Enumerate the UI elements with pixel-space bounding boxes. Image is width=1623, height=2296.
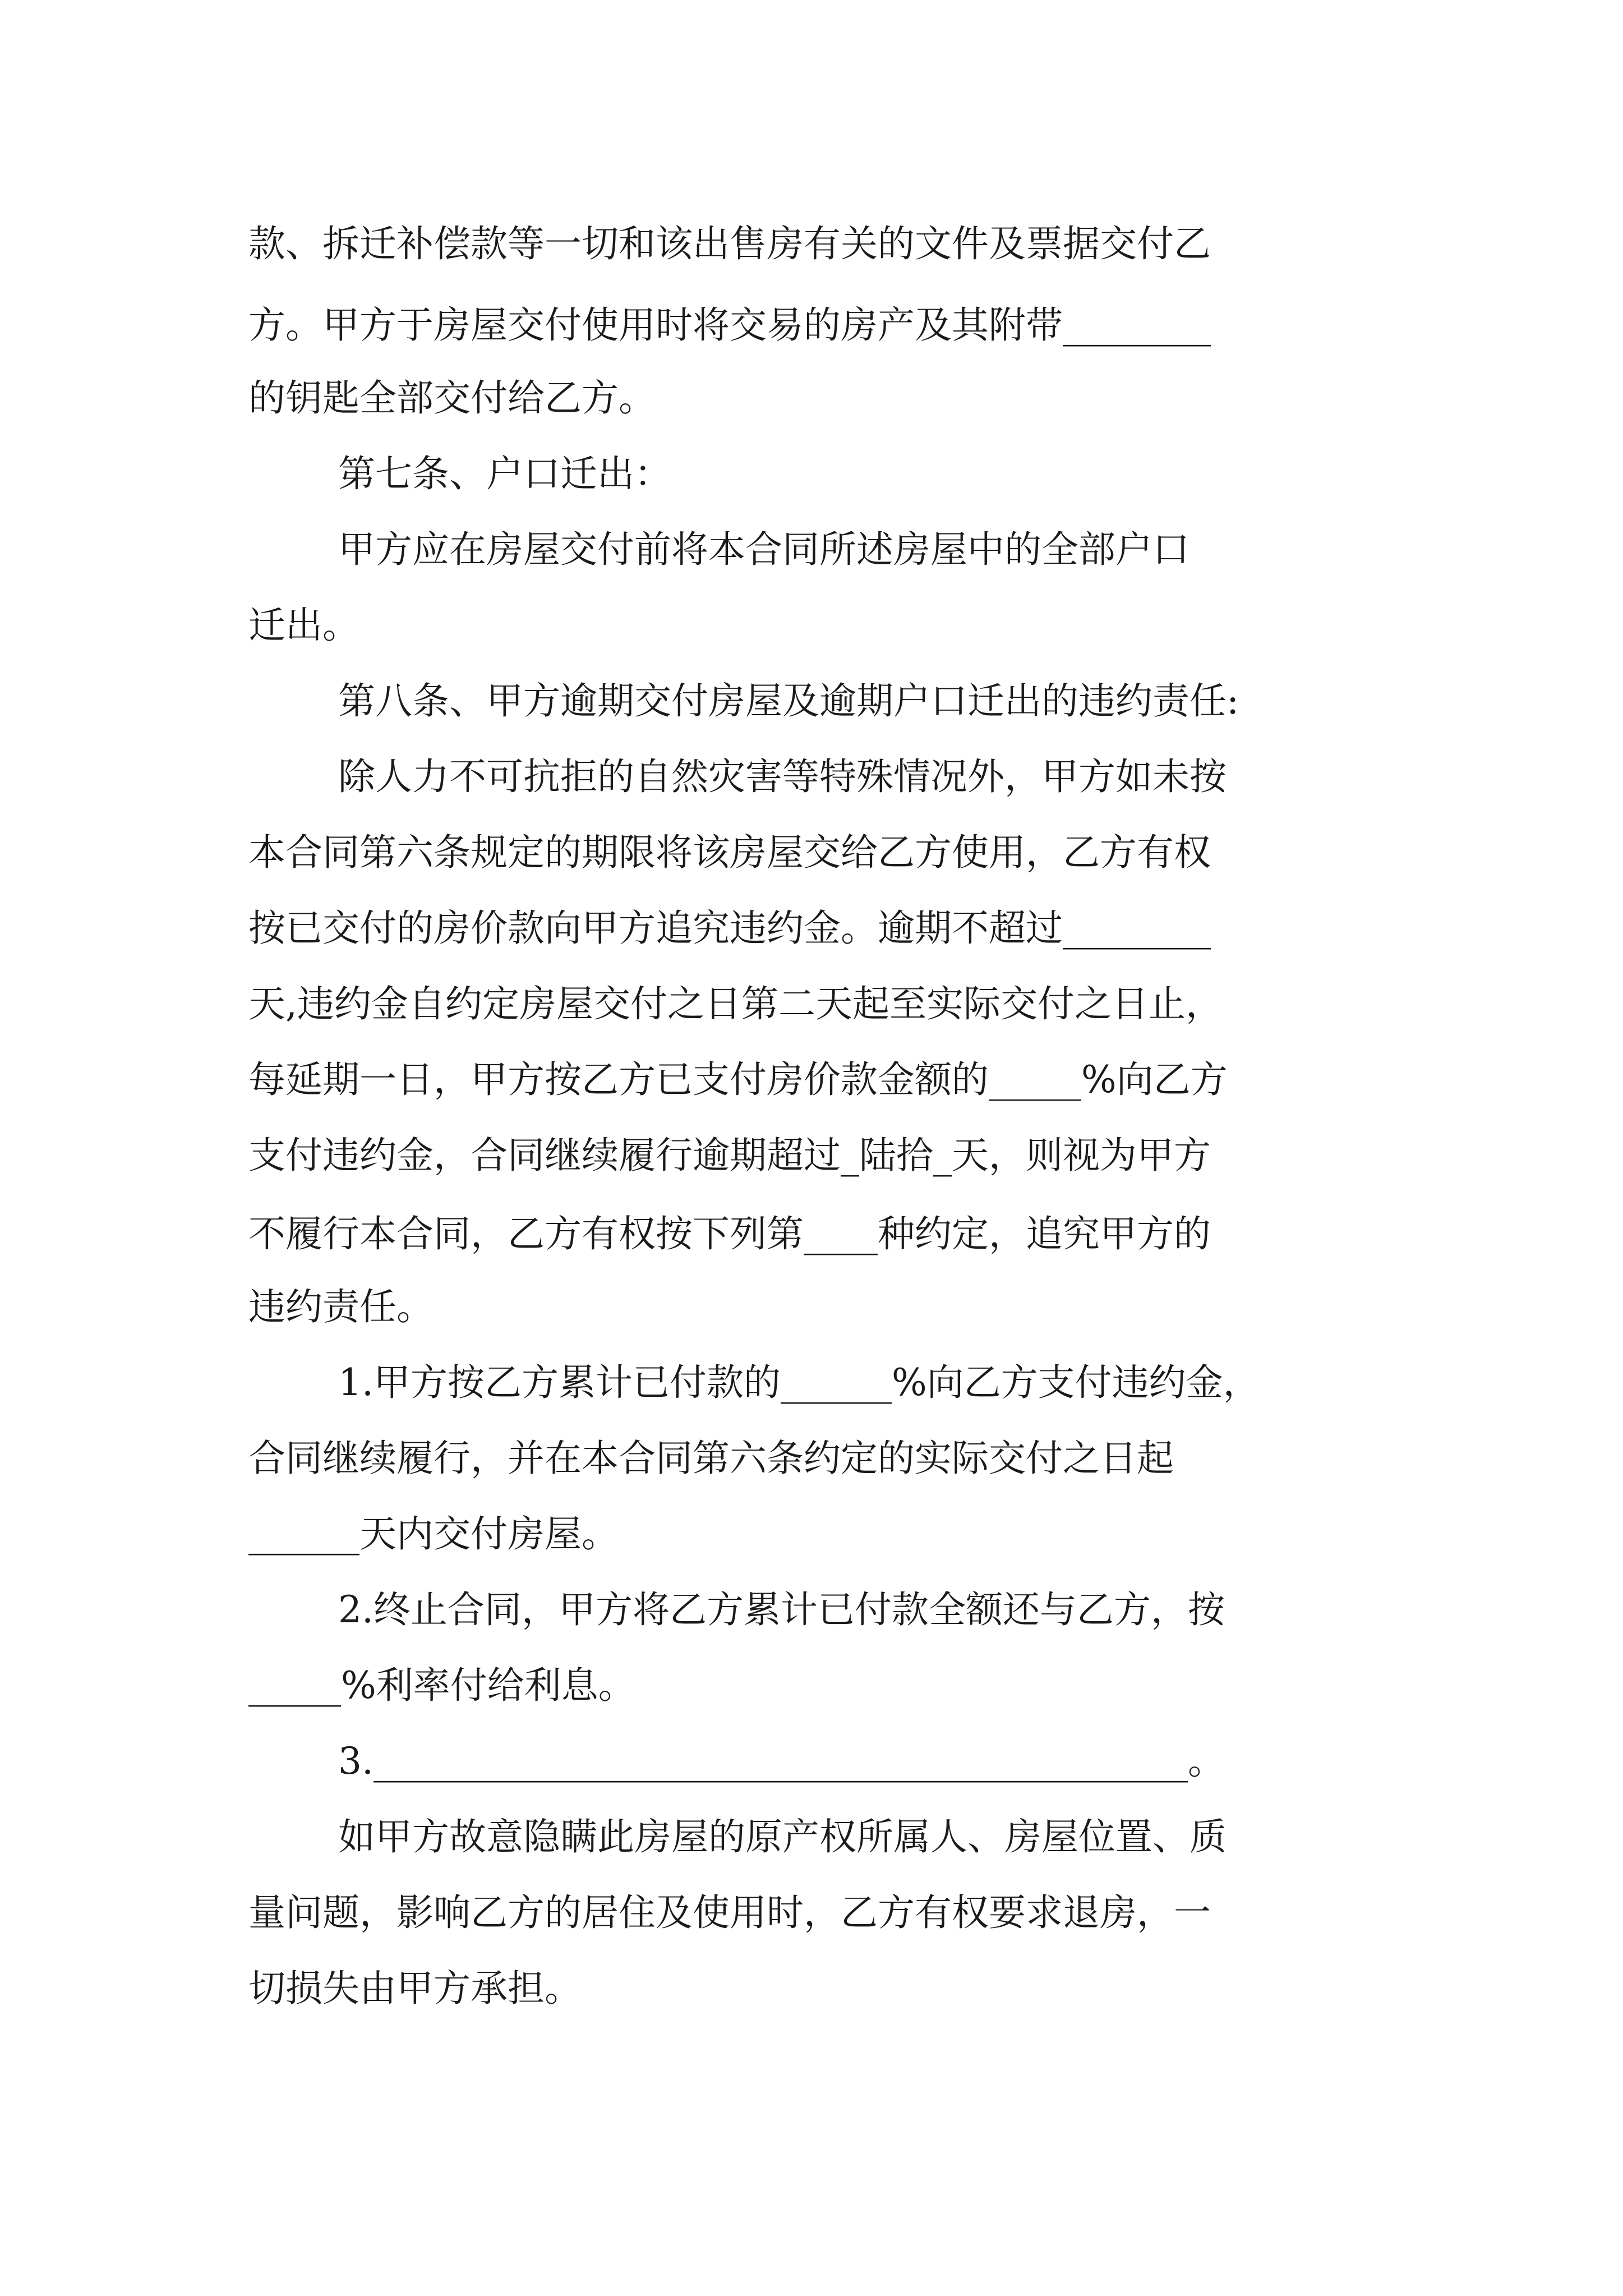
text-line: 本合同第六条规定的期限将该房屋交给乙方使用，乙方有权 (248, 831, 1211, 874)
article-heading: 第七条、户口迁出： (338, 452, 671, 495)
text-line: 甲方应在房屋交付前将本合同所述房屋中的全部户口 (338, 528, 1189, 571)
text-line: 量问题，影响乙方的居住及使用时，乙方有权要求退房，一 (248, 1891, 1211, 1934)
text-line: 迁出。 (248, 604, 359, 647)
text-line: 支付违约金，合同继续履行逾期超过_陆拾_天，则视为甲方 (248, 1134, 1211, 1177)
text-line: 如甲方故意隐瞒此房屋的原产权所属人、房屋位置、质 (338, 1815, 1227, 1858)
text-line: 款、拆迁补偿款等一切和该出售房有关的文件及票据交付乙 (248, 222, 1211, 265)
text-line: 合同继续履行，并在本合同第六条约定的实际交付之日起 (248, 1437, 1174, 1480)
text-line: 每延期一日，甲方按乙方已支付房价款金额的_____%向乙方 (248, 1058, 1228, 1101)
text-line: 除人力不可抗拒的自然灾害等特殊情况外，甲方如未按 (338, 755, 1227, 798)
text-line: 违约责任。 (248, 1285, 434, 1328)
text-line: 的钥匙全部交付给乙方。 (248, 376, 656, 420)
list-item: 3.____________________________________________。 (338, 1740, 1225, 1783)
text-line: _____%利率付给利息。 (248, 1664, 635, 1707)
text-line: 天,违约金自约定房屋交付之日第二天起至实际交付之日止， (248, 982, 1223, 1025)
article-heading: 第八条、甲方逾期交付房屋及逾期户口迁出的违约责任: (338, 679, 1239, 723)
text-line: 方。甲方于房屋交付使用时将交易的房产及其附带________ (248, 303, 1211, 347)
text-line: 按已交付的房价款向甲方追究违约金。逾期不超过________ (248, 907, 1211, 950)
text-line: ______天内交付房屋。 (248, 1512, 619, 1556)
text-line: 切损失由甲方承担。 (248, 1967, 582, 2010)
list-item: 2.终止合同，甲方将乙方累计已付款全额还与乙方，按 (338, 1588, 1225, 1631)
text-line: 不履行本合同，乙方有权按下列第____种约定，追究甲方的 (248, 1212, 1211, 1255)
list-item: 1.甲方按乙方累计已付款的______%向乙方支付违约金， (338, 1361, 1260, 1404)
